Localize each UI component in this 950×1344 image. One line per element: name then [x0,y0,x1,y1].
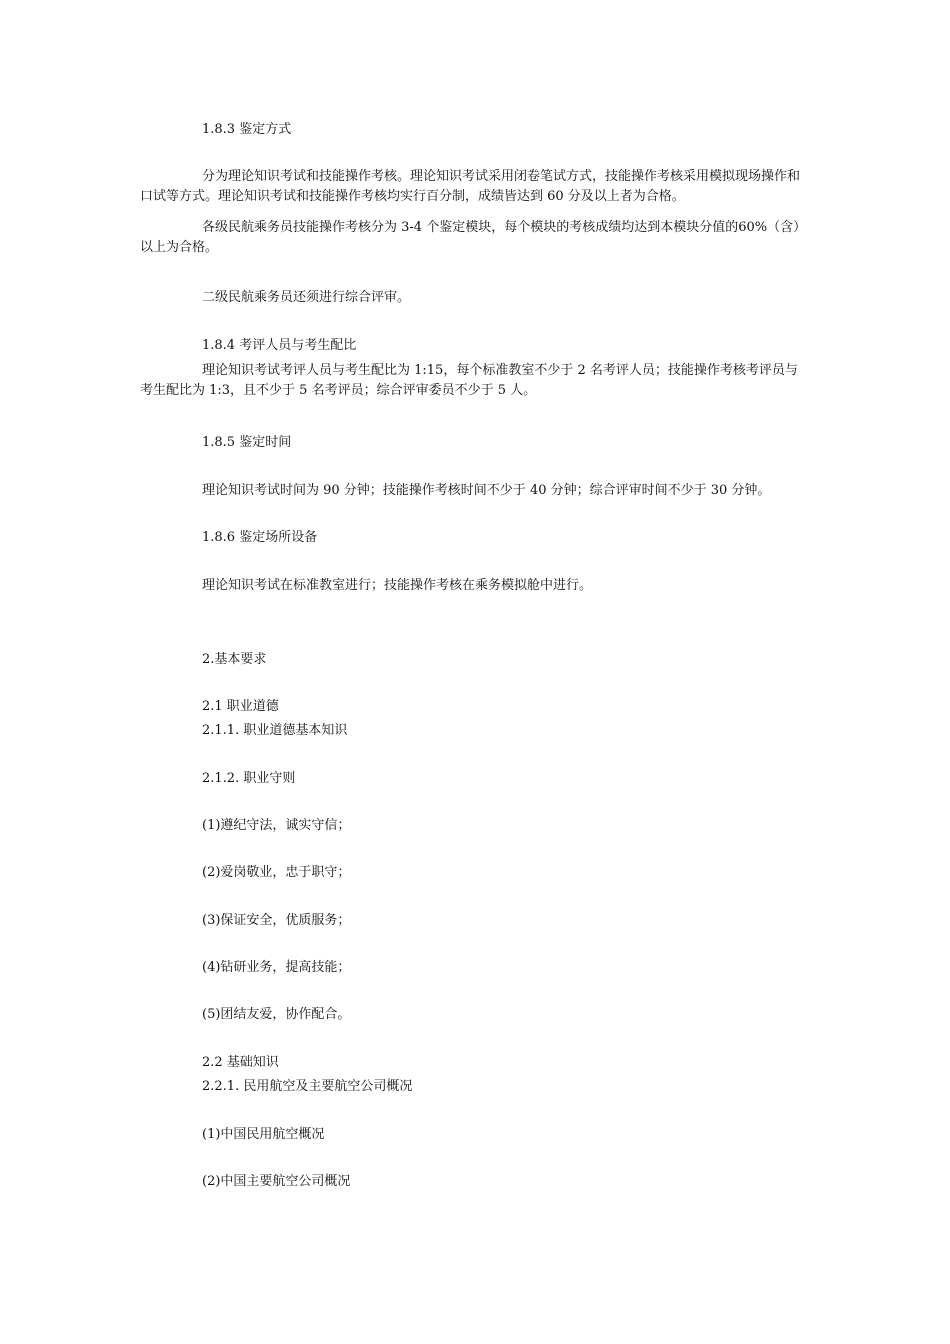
section-heading-2-1: 2.1 职业道德 [202,699,279,714]
list-item: (2)爱岗敬业，忠于职守； [202,865,351,880]
subsection-heading-2-1-1: 2.1.1. 职业道德基本知识 [202,723,348,738]
section-heading-2-2: 2.2 基础知识 [202,1055,279,1070]
paragraph-examiner-ratio: 理论知识考试考评人员与考生配比为 1:15，每个标准教室不少于 2 名考评人员；技能操作考核考评员与考生配比为 1:3，且不少于 5 名考评员；综合评审委员不少于 5 人。 [140,363,798,398]
paragraph-assessment-method: 分为理论知识考试和技能操作考核。理论知识考试采用闭卷笔试方式，技能操作考核采用模拟现场操作和口试等方式。理论知识考试和技能操作考核均实行百分制，成绩皆达到 60 分及以上者为合格。 [140,169,801,204]
paragraph-assessment-time: 理论知识考试时间为 90 分钟；技能操作考核时间不少于 40 分钟；综合评审时间不少于 30 分钟。 [202,483,771,498]
list-item: (5)团结友爱，协作配合。 [202,1007,351,1022]
list-item: (4)钻研业务，提高技能； [202,960,351,975]
list-item: (3)保证安全，优质服务； [202,913,351,928]
section-heading-2: 2.基本要求 [202,652,267,667]
section-heading-1-8-6: 1.8.6 鉴定场所设备 [202,530,318,545]
list-item: (2)中国主要航空公司概况 [202,1174,351,1189]
section-heading-1-8-5: 1.8.5 鉴定时间 [202,435,292,450]
list-item: (1)中国民用航空概况 [202,1127,325,1142]
subsection-heading-2-1-2: 2.1.2. 职业守则 [202,771,296,786]
section-heading-1-8-4: 1.8.4 考评人员与考生配比 [202,338,357,353]
paragraph-comprehensive-review: 二级民航乘务员还须进行综合评审。 [202,290,411,305]
list-item: (1)遵纪守法，诚实守信； [202,818,351,833]
section-heading-1-8-3: 1.8.3 鉴定方式 [202,122,292,137]
subsection-heading-2-2-1: 2.2.1. 民用航空及主要航空公司概况 [202,1079,413,1094]
paragraph-assessment-venue: 理论知识考试在标准教室进行；技能操作考核在乘务模拟舱中进行。 [202,578,593,593]
paragraph-skill-modules: 各级民航乘务员技能操作考核分为 3-4 个鉴定模块，每个模块的考核成绩均达到本模块分值的60%（含）以上为合格。 [140,220,807,255]
